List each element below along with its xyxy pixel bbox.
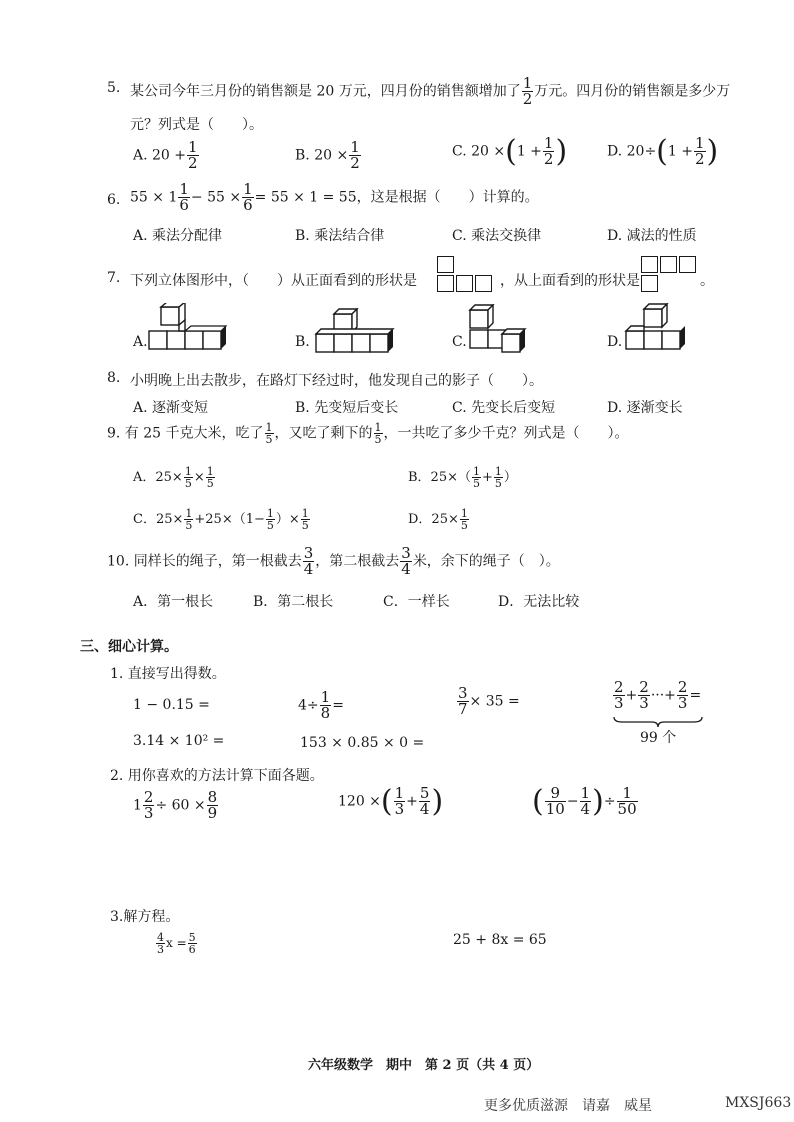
page-footer: 六年级数学 期中 第 2 页（共 4 页） bbox=[308, 1058, 540, 1073]
section-3-title: 三、细心计算。 bbox=[80, 639, 178, 655]
q8-option-a[interactable]: A. 逐渐变短 bbox=[133, 400, 209, 416]
calc-4-count: 99 个 bbox=[640, 730, 677, 746]
sub1-title: 1. 直接写出得数。 bbox=[110, 666, 226, 682]
sub3-title: 3.解方程。 bbox=[110, 909, 180, 925]
q8-option-d[interactable]: D. 逐渐变长 bbox=[607, 400, 683, 416]
q5-number: 5. bbox=[107, 80, 121, 96]
q8-option-c[interactable]: C. 先变长后变短 bbox=[452, 400, 556, 416]
expr-2: 120 ×( $\frac{1}{3}$ + $\frac{5}{4}$ ) bbox=[338, 784, 444, 819]
calc-5: 3.14 × 10² = bbox=[133, 733, 225, 749]
q5-text-b: 万元。四月份的销售额是多少万 bbox=[534, 83, 731, 100]
q10-option-c[interactable]: C．一样长 bbox=[383, 594, 450, 610]
q10-option-b[interactable]: B．第二根长 bbox=[253, 594, 334, 610]
calc-2: 4÷ $\frac{1}{8}$ = bbox=[298, 688, 344, 722]
q6-option-d[interactable]: D. 减法的性质 bbox=[607, 228, 697, 244]
q7-option-c[interactable]: C. bbox=[452, 334, 467, 350]
q5-option-b[interactable]: B. 20 × $\frac{1}{2}$ bbox=[295, 138, 360, 172]
q10-option-d[interactable]: D．无法比较 bbox=[498, 594, 580, 610]
bottom-code: MXSJ663 bbox=[725, 1095, 792, 1111]
calc-6: 153 × 0.85 × 0 = bbox=[300, 735, 425, 751]
q5-fraction: $\frac{1}{2}$ bbox=[522, 74, 533, 108]
q7-option-d[interactable]: D. bbox=[607, 334, 623, 350]
q10-option-a[interactable]: A．第一根长 bbox=[133, 594, 214, 610]
equation-2: 25 + 8x = 65 bbox=[453, 932, 547, 948]
q9-option-d[interactable]: D．25× $\frac{1}{5}$ bbox=[408, 507, 468, 532]
q7-number: 7. bbox=[107, 270, 121, 286]
expr-1: 1 $\frac{2}{3}$ ÷ 60 × $\frac{8}{9}$ bbox=[133, 788, 218, 822]
q9-option-c[interactable]: C．25× $\frac{1}{5}$ +25×（1− $\frac{1}{5}$ ）× $\frac{1}{5}$ bbox=[133, 507, 309, 532]
q9-option-a[interactable]: A．25× $\frac{1}{5}$ × $\frac{1}{5}$ bbox=[133, 465, 214, 490]
q8-stem: 小明晚上出去散步，在路灯下经过时，他发现自己的影子（ ）。 bbox=[130, 373, 543, 389]
q6-stem: 55 × 1 $\frac{1}{6}$ − 55 × $\frac{1}{6}$ = 55 × 1 = 55，这是根据（ ）计算的。 bbox=[130, 180, 539, 214]
q5-option-a[interactable]: A. 20 + $\frac{1}{2}$ bbox=[133, 138, 198, 172]
q5-stem-line1 bbox=[130, 76, 730, 107]
q6-option-c[interactable]: C. 乘法交换律 bbox=[452, 228, 542, 244]
q7-option-b-cubes bbox=[310, 308, 398, 358]
q7-option-c-cubes bbox=[466, 304, 542, 358]
equation-1: $\frac{4}{3}$ x = $\frac{5}{6}$ bbox=[157, 931, 196, 956]
q7-text-1: 下列立体图形中，（ ）从正面看到的形状是 bbox=[130, 273, 417, 289]
q9-option-b[interactable]: B．25×（ $\frac{1}{5}$ + $\frac{1}{5}$ ） bbox=[408, 465, 517, 490]
q10-stem: 10. 同样长的绳子，第一根截去 $\frac{3}{4}$ ，第二根截去 $\frac{3}{4}$ 米，余下的绳子（ ）。 bbox=[107, 544, 560, 578]
q7-option-d-cubes bbox=[622, 303, 702, 357]
sub2-title: 2. 用你喜欢的方法计算下面各题。 bbox=[110, 768, 324, 784]
q6-number: 6. bbox=[107, 192, 121, 208]
q6-option-a[interactable]: A. 乘法分配律 bbox=[133, 228, 223, 244]
bottom-watermark-text: 更多优质滋源 请嘉 威星 bbox=[484, 1098, 652, 1114]
q7-text-2: ，从上面看到的形状是 bbox=[500, 273, 640, 289]
q5-option-c[interactable]: C. 20 ×(1 + $\frac{1}{2}$ ) bbox=[452, 134, 568, 169]
q8-option-b[interactable]: B. 先变短后变长 bbox=[295, 400, 399, 416]
calc-3: $\frac{3}{7}$ × 35 = bbox=[458, 684, 520, 718]
q8-number: 8. bbox=[107, 370, 121, 386]
q5-option-d[interactable]: D. 20÷(1 + $\frac{1}{2}$ ) bbox=[607, 134, 719, 169]
q7-text-3: 。 bbox=[700, 273, 714, 289]
q7-option-b[interactable]: B. bbox=[295, 334, 310, 350]
q7-front-view-figure bbox=[437, 256, 494, 294]
q7-top-view-figure bbox=[641, 256, 698, 294]
expr-3: ( $\frac{9}{10}$ − $\frac{1}{4}$ )÷ $\frac{1}{50}$ bbox=[532, 784, 637, 819]
q7-option-a-cubes bbox=[147, 303, 227, 357]
q9-stem: 9. 有 25 千克大米，吃了 $\frac{1}{5}$ ，又吃了剩下的 $\frac{1}{5}$ ，一共吃了多少千克？列式是（ ）。 bbox=[107, 421, 629, 446]
q7-option-a[interactable]: A. bbox=[133, 334, 148, 350]
q5-stem-line2: 元？列式是（ ）。 bbox=[130, 117, 263, 133]
calc-4: $\frac{2}{3}$ + $\frac{2}{3}$ ···+ $\frac{2}{3}$ = bbox=[614, 678, 702, 712]
calc-1: 1 − 0.15 = bbox=[133, 697, 210, 713]
q6-option-b[interactable]: B. 乘法结合律 bbox=[295, 228, 385, 244]
q5-text-a: 某公司今年三月份的销售额是 20 万元，四月份的销售额增加了 bbox=[130, 83, 521, 100]
